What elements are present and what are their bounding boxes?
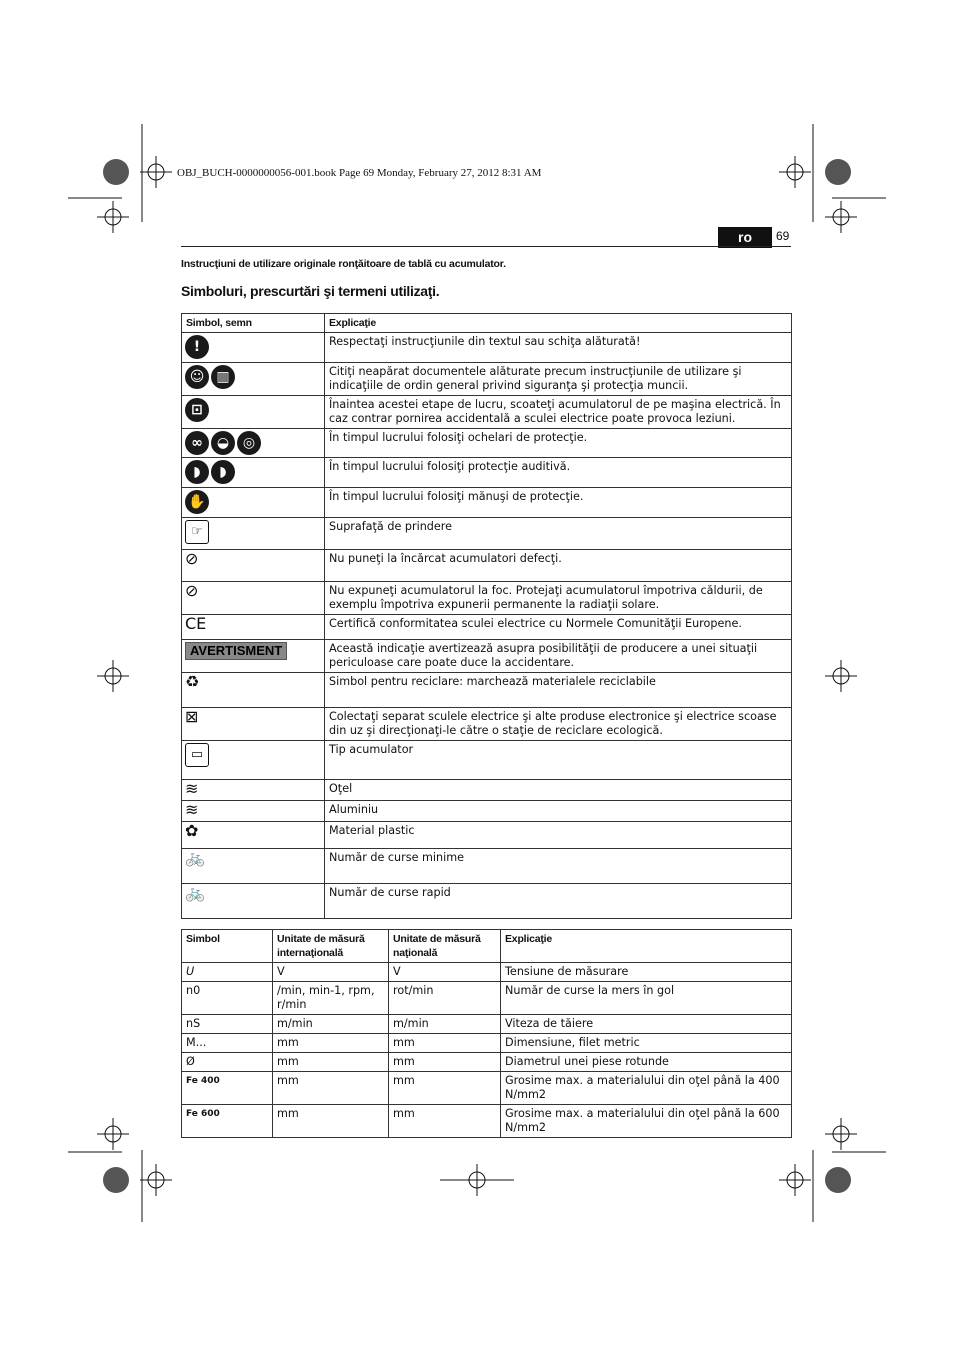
symbol-cell bbox=[182, 396, 325, 429]
nat-cell: V bbox=[389, 963, 501, 982]
intl-cell: mm bbox=[273, 1034, 389, 1053]
table-row bbox=[182, 396, 792, 429]
battery-type-icon: ▭ bbox=[185, 743, 209, 767]
table-row bbox=[182, 429, 792, 458]
document-subtitle: Instrucţiuni de utilizare originale ronţăitoare de tablă cu acumulator. bbox=[181, 258, 506, 270]
intl-cell: m/min bbox=[273, 1015, 389, 1034]
explanation-cell: Tip acumulator bbox=[325, 741, 792, 780]
table-row bbox=[182, 963, 792, 982]
nat-cell: mm bbox=[389, 1072, 501, 1105]
explanation-cell: Respectaţi instrucţiunile din textul sau schiţa alăturată! bbox=[325, 333, 792, 363]
sym-cell: Fe 600 bbox=[182, 1105, 273, 1138]
expl-cell: Număr de curse la mers în gol bbox=[501, 982, 792, 1015]
symbol-cell bbox=[182, 801, 325, 822]
column-header-intl-unit: Unitate de măsură internaţională bbox=[273, 930, 389, 963]
table-row bbox=[182, 673, 792, 708]
symbol-cell bbox=[182, 333, 325, 363]
ear-protection-icon: ◗ bbox=[211, 460, 235, 484]
table-row bbox=[182, 550, 792, 582]
nat-cell: mm bbox=[389, 1053, 501, 1072]
table-row bbox=[182, 1053, 792, 1072]
expl-cell: Tensiune de măsurare bbox=[501, 963, 792, 982]
symbol-cell bbox=[182, 518, 325, 550]
ce-mark-icon: CE bbox=[185, 614, 207, 633]
explanation-cell: Citiţi neapărat documentele alăturate precum instrucţiunile de utilizare şi indicaţiile de ordin general privind siguranţa şi protecţia muncii. bbox=[325, 363, 792, 396]
symbol-cell bbox=[182, 488, 325, 518]
explanation-cell: Această indicaţie avertizează asupra posibilităţii de producere a unei situaţii periculoase care poate duce la accidentare. bbox=[325, 640, 792, 673]
intl-cell: V bbox=[273, 963, 389, 982]
column-header-explanation: Explicaţie bbox=[325, 314, 792, 333]
expl-cell: Viteza de tăiere bbox=[501, 1015, 792, 1034]
explanation-cell: În timpul lucrului folosiţi ochelari de protecţie. bbox=[325, 429, 792, 458]
intl-cell: mm bbox=[273, 1053, 389, 1072]
table-row bbox=[182, 640, 792, 673]
nat-cell: m/min bbox=[389, 1015, 501, 1034]
fast-cyclist-icon: 🚲 bbox=[185, 883, 205, 902]
recycle-li-ion-icon: ♻ bbox=[185, 672, 200, 691]
explanation-cell: Înaintea acestei etape de lucru, scoateţi acumulatorul de pe maşina electrică. În caz contrar pornirea accidentală a sculei electrice poate provoca leziuni. bbox=[325, 396, 792, 429]
explanation-cell: Simbol pentru reciclare: marchează materialele reciclabile bbox=[325, 673, 792, 708]
explanation-cell: Suprafaţă de prindere bbox=[325, 518, 792, 550]
table-row bbox=[182, 1015, 792, 1034]
sym-cell: n0 bbox=[182, 982, 273, 1015]
steel-icon: ≋ bbox=[185, 779, 199, 798]
symbol-cell bbox=[182, 673, 325, 708]
explanation-cell: În timpul lucrului folosiţi protecţie auditivă. bbox=[325, 458, 792, 488]
plastic-icon: ✿ bbox=[185, 821, 199, 840]
language-tag: ro bbox=[718, 227, 772, 248]
sym-cell: Fe 400 bbox=[182, 1072, 273, 1105]
battery-removal-icon: ⊡ bbox=[185, 398, 209, 422]
table-row bbox=[182, 1034, 792, 1053]
section-title: Simboluri, prescurtări şi termeni utilizaţi. bbox=[181, 283, 440, 299]
symbol-cell bbox=[182, 363, 325, 396]
table-row bbox=[182, 982, 792, 1015]
explanation-cell: Nu puneţi la încărcat acumulatori defecţi. bbox=[325, 550, 792, 582]
table-row bbox=[182, 363, 792, 396]
explanation-cell: Certifică conformitatea sculei electrice cu Normele Comunităţii Europene. bbox=[325, 615, 792, 640]
exclamation-icon: ! bbox=[185, 335, 209, 359]
expl-cell: Diametrul unei piese rotunde bbox=[501, 1053, 792, 1072]
nat-cell: mm bbox=[389, 1034, 501, 1053]
aluminium-icon: ≋ bbox=[185, 800, 199, 819]
column-header-symbol: Simbol, semn bbox=[182, 314, 325, 333]
nat-cell: rot/min bbox=[389, 982, 501, 1015]
goggles-icon: ◎ bbox=[237, 431, 261, 455]
grip-surface-icon: ☞ bbox=[185, 520, 209, 544]
symbols-table bbox=[181, 313, 792, 919]
header-rule bbox=[181, 246, 791, 247]
sym-cell: Ø bbox=[182, 1053, 273, 1072]
explanation-cell: Aluminiu bbox=[325, 801, 792, 822]
table-row bbox=[182, 849, 792, 884]
explanation-cell: În timpul lucrului folosiţi mănuşi de protecţie. bbox=[325, 488, 792, 518]
intl-cell: mm bbox=[273, 1105, 389, 1138]
sym-cell: U bbox=[182, 963, 273, 982]
explanation-cell: Nu expuneţi acumulatorul la foc. Protejaţi acumulatorul împotriva căldurii, de exemplu împotriva expunerii permanente la radiaţii solare. bbox=[325, 582, 792, 615]
table-row bbox=[182, 822, 792, 849]
symbol-cell bbox=[182, 550, 325, 582]
face-shield-icon: ◒ bbox=[211, 431, 235, 455]
symbol-cell bbox=[182, 780, 325, 801]
table-row bbox=[182, 708, 792, 741]
ear-protection-icon: ◗ bbox=[185, 460, 209, 484]
sym-cell: nS bbox=[182, 1015, 273, 1034]
warning-label: AVERTISMENT bbox=[185, 642, 287, 660]
explanation-cell: Material plastic bbox=[325, 822, 792, 849]
symbol-cell bbox=[182, 849, 325, 884]
units-table bbox=[181, 929, 792, 1138]
table-row bbox=[182, 741, 792, 780]
explanation-cell: Număr de curse rapid bbox=[325, 884, 792, 919]
no-defective-battery-icon: ⊘ bbox=[185, 549, 199, 568]
table-row bbox=[182, 801, 792, 822]
no-fire-battery-icon: ⊘ bbox=[185, 581, 199, 600]
safety-glasses-icon: ∞ bbox=[185, 431, 209, 455]
sym-cell: M... bbox=[182, 1034, 273, 1053]
table-row bbox=[182, 615, 792, 640]
table-row bbox=[182, 582, 792, 615]
table-row bbox=[182, 884, 792, 919]
intl-cell: mm bbox=[273, 1072, 389, 1105]
explanation-cell: Colectaţi separat sculele electrice şi alte produse electronice şi electrice scoase din uz şi direcţionaţi-le către o staţie de reciclare ecologică. bbox=[325, 708, 792, 741]
symbol-cell bbox=[182, 708, 325, 741]
column-header-explanation: Explicaţie bbox=[501, 930, 792, 963]
symbol-cell bbox=[182, 615, 325, 640]
symbol-cell bbox=[182, 582, 325, 615]
symbol-cell bbox=[182, 429, 325, 458]
table-row bbox=[182, 458, 792, 488]
gloves-icon: ✋ bbox=[185, 490, 209, 514]
table-row bbox=[182, 1105, 792, 1138]
symbol-cell bbox=[182, 640, 325, 673]
read-manual-icon: ☺ bbox=[185, 365, 209, 389]
table-row bbox=[182, 488, 792, 518]
table-row bbox=[182, 780, 792, 801]
book-icon: ▥ bbox=[211, 365, 235, 389]
expl-cell: Dimensiune, filet metric bbox=[501, 1034, 792, 1053]
symbol-cell bbox=[182, 884, 325, 919]
slow-cyclist-icon: 🚲 bbox=[185, 848, 205, 867]
page-number: 69 bbox=[776, 229, 790, 243]
expl-cell: Grosime max. a materialului din oţel până la 400 N/mm2 bbox=[501, 1072, 792, 1105]
explanation-cell: Oţel bbox=[325, 780, 792, 801]
symbol-cell bbox=[182, 741, 325, 780]
symbol-cell bbox=[182, 458, 325, 488]
table-row bbox=[182, 518, 792, 550]
explanation-cell: Număr de curse minime bbox=[325, 849, 792, 884]
table-row bbox=[182, 1072, 792, 1105]
table-row bbox=[182, 333, 792, 363]
intl-cell: /min, min-1, rpm, r/min bbox=[273, 982, 389, 1015]
nat-cell: mm bbox=[389, 1105, 501, 1138]
symbol-cell bbox=[182, 822, 325, 849]
column-header-national-unit: Unitate de măsură naţională bbox=[389, 930, 501, 963]
book-info-line: OBJ_BUCH-0000000056-001.book Page 69 Monday, February 27, 2012 8:31 AM bbox=[177, 167, 542, 179]
column-header-symbol: Simbol bbox=[182, 930, 273, 963]
expl-cell: Grosime max. a materialului din oţel până la 600 N/mm2 bbox=[501, 1105, 792, 1138]
crossed-bin-icon: ⊠ bbox=[185, 707, 199, 726]
